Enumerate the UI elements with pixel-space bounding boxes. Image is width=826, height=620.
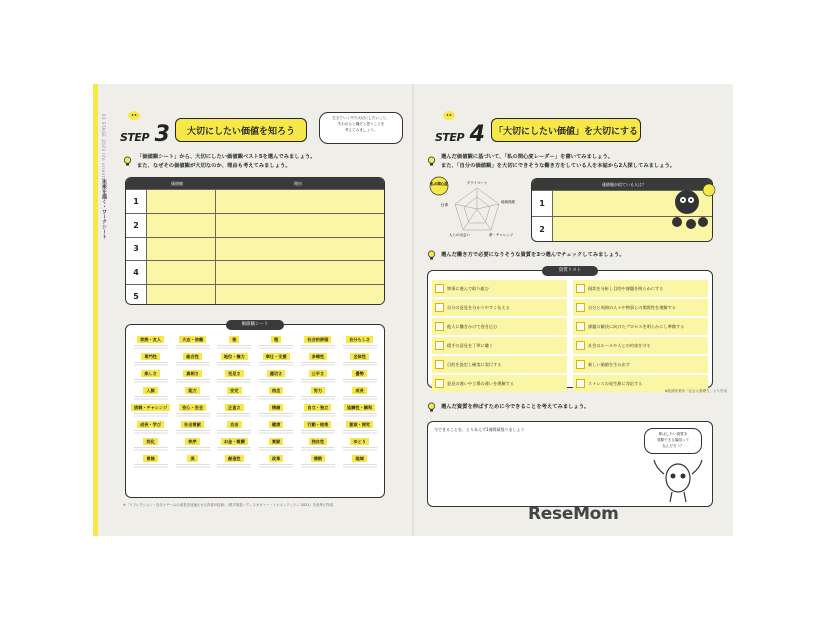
value-label: 美 xyxy=(187,455,197,462)
value-label: 自由 xyxy=(227,421,241,428)
value-label: 正直さ xyxy=(225,404,244,411)
character-speech-bubble xyxy=(644,428,702,454)
value-item xyxy=(173,370,212,383)
quality-checkbox[interactable] xyxy=(576,322,585,331)
value-item xyxy=(298,455,337,468)
value-item xyxy=(340,404,379,417)
value-item xyxy=(257,370,296,383)
value-description xyxy=(217,378,251,383)
value-description xyxy=(134,361,168,366)
value-description xyxy=(134,429,168,434)
value-item xyxy=(298,404,337,417)
quality-checkbox[interactable] xyxy=(435,284,444,293)
value-label: 行動・結果 xyxy=(304,421,331,428)
side-accent-bar xyxy=(93,84,98,536)
value-label: 独自性 xyxy=(309,438,328,445)
col-header-value: 価値観 xyxy=(171,181,183,186)
value-label: 専門性 xyxy=(141,353,160,360)
reason-cell[interactable] xyxy=(215,190,384,213)
step-tag: 4.5 xyxy=(443,111,455,120)
value-description xyxy=(176,395,210,400)
value-description xyxy=(217,463,251,468)
radar-badge: 私の関心度 xyxy=(430,182,448,186)
lightbulb-icon xyxy=(123,156,132,167)
row-number: 1 xyxy=(539,199,545,208)
value-item xyxy=(340,455,379,468)
value-item xyxy=(173,421,212,434)
col-header-reason: 理由 xyxy=(294,181,302,186)
value-description xyxy=(301,344,335,349)
value-item xyxy=(131,438,170,451)
value-item xyxy=(257,438,296,451)
step-number: 4 xyxy=(469,122,485,147)
value-description xyxy=(343,361,377,366)
value-description xyxy=(134,446,168,451)
quality-label: 現状を分析し目的や課題を明らかにする xyxy=(588,285,664,291)
table-row xyxy=(126,260,384,284)
value-label: 能力 xyxy=(185,387,199,394)
right-page xyxy=(415,84,733,536)
value-item xyxy=(340,387,379,400)
value-description xyxy=(176,344,210,349)
value-label: 努力 xyxy=(311,387,325,394)
quality-checkbox[interactable] xyxy=(576,360,585,369)
value-item xyxy=(173,336,212,349)
value-label: 理 xyxy=(271,336,281,343)
quality-checkbox[interactable] xyxy=(435,303,444,312)
quality-column-left xyxy=(432,280,567,394)
quality-checkbox[interactable] xyxy=(576,284,585,293)
value-label: 家族・友人 xyxy=(137,336,164,343)
radar-axis-label: 地域貢献 xyxy=(501,200,515,204)
instruction-line: 選んだ価値観に基づいて、「私の関心度レーダー」を書いてみましょう。 xyxy=(441,154,614,160)
value-description xyxy=(343,429,377,434)
radar-chart xyxy=(427,172,527,262)
value-description xyxy=(259,446,293,451)
value-description xyxy=(176,429,210,434)
value-description xyxy=(301,361,335,366)
value-description xyxy=(259,395,293,400)
value-description xyxy=(343,344,377,349)
value-label: 協調性・調和 xyxy=(344,404,375,411)
value-item xyxy=(215,404,254,417)
side-text: 03 STAGE 2023 life orientation xyxy=(101,114,106,191)
footnote: ※「リフレクション・自分とチームの成長を加速させる内省の技術」（熊平美香／ディスカヴァー・トゥエンティワン 2021）を参考に作成 xyxy=(123,503,333,507)
value-ranking-table xyxy=(125,177,385,305)
value-label: 自分らしさ xyxy=(346,336,373,343)
quality-list-title: 資質リスト xyxy=(542,266,598,276)
quality-label: 社会のルールや人との約束を守る xyxy=(588,342,651,348)
value-label: 冒険 xyxy=(143,455,157,462)
value-description xyxy=(134,378,168,383)
value-label: 地位・権力 xyxy=(221,353,248,360)
quality-label: 意見の違いや立場の違いを理解する xyxy=(447,380,515,386)
value-cell[interactable] xyxy=(146,261,215,284)
row-number: 1 xyxy=(133,196,139,206)
value-label: 貢献 xyxy=(269,438,283,445)
step3-label xyxy=(120,113,170,147)
value-description xyxy=(343,463,377,468)
values-sheet xyxy=(125,324,385,498)
value-label: 真剣さ xyxy=(183,370,202,377)
quality-label: 他人に働きかけて巻き込む xyxy=(447,323,498,329)
step-word: STEP xyxy=(435,131,465,144)
character-illustration xyxy=(650,456,706,504)
quality-item[interactable] xyxy=(573,356,708,373)
radar-axis-label: 仕事 xyxy=(441,203,448,207)
quality-item[interactable] xyxy=(432,337,567,354)
value-label: 挑戦・チャレンジ xyxy=(131,404,170,411)
worksheet-spread xyxy=(93,84,733,536)
value-item xyxy=(131,387,170,400)
row-number: 5 xyxy=(133,292,139,302)
side-title: 未来を描く・ワークシート xyxy=(101,179,107,239)
value-cell[interactable] xyxy=(146,238,215,261)
value-item xyxy=(131,404,170,417)
value-label: 意欲・探究 xyxy=(346,421,373,428)
reason-cell[interactable] xyxy=(215,285,384,305)
value-label: 徳 xyxy=(229,336,239,343)
quality-label: 自分の意見を分かりやすく伝える xyxy=(447,304,510,310)
value-description xyxy=(176,412,210,417)
quality-checkbox[interactable] xyxy=(435,379,444,388)
lightbulb-icon xyxy=(427,156,436,167)
row-number: 3 xyxy=(133,244,139,254)
quality-source: ※経済産業省「社会人基礎力」より引用 xyxy=(664,389,727,393)
bubble-line: 生きていく中で大切にしたいこと、 xyxy=(332,116,390,120)
value-label: 奉仕・支援 xyxy=(263,353,290,360)
value-item xyxy=(298,438,337,451)
value-description xyxy=(301,429,335,434)
value-item xyxy=(257,387,296,400)
quality-label: 精手の意見を丁寧に聴く xyxy=(447,342,494,348)
value-description xyxy=(176,446,210,451)
step3-title: 大切にしたい価値を知ろう xyxy=(175,118,307,142)
value-label: 自立・独立 xyxy=(304,404,331,411)
table-row xyxy=(126,284,384,305)
value-label: 楽しさ xyxy=(141,370,160,377)
value-description xyxy=(259,463,293,468)
table-header xyxy=(126,178,384,189)
row-number: 2 xyxy=(133,220,139,230)
value-label: 情熱 xyxy=(311,455,325,462)
quality-item[interactable] xyxy=(573,318,708,335)
speech-bubble xyxy=(319,112,403,144)
value-description xyxy=(134,463,168,468)
character-illustration xyxy=(665,180,721,236)
value-item xyxy=(340,353,379,366)
lightbulb-icon xyxy=(427,250,436,261)
quality-checkbox[interactable] xyxy=(576,303,585,312)
value-cell[interactable] xyxy=(146,285,215,305)
value-item xyxy=(340,370,379,383)
value-label: 社会貢献 xyxy=(181,421,204,428)
step-word: STEP xyxy=(120,131,150,144)
value-item xyxy=(257,455,296,468)
value-description xyxy=(343,395,377,400)
value-label: 安定 xyxy=(227,387,241,394)
value-description xyxy=(134,412,168,417)
bubble-line: 考えてみましょう。 xyxy=(344,128,378,132)
value-item xyxy=(298,421,337,434)
quality-label: 自分と周囲の人々や物事との関係性を理解する xyxy=(588,304,676,310)
value-description xyxy=(259,361,293,366)
quality-checkbox[interactable] xyxy=(576,379,585,388)
value-label: 適切さ xyxy=(267,370,286,377)
value-description xyxy=(217,344,251,349)
values-grid xyxy=(131,336,379,468)
quality-item[interactable] xyxy=(573,299,708,316)
bubble-line: 伸ばしたい資質を xyxy=(658,432,688,436)
value-description xyxy=(176,361,210,366)
value-item xyxy=(173,353,212,366)
quality-checkbox[interactable] xyxy=(435,360,444,369)
value-description xyxy=(343,378,377,383)
value-label: 全体性 xyxy=(350,353,369,360)
value-description xyxy=(343,446,377,451)
value-description xyxy=(176,378,210,383)
radar-axis-label: 人との出会い xyxy=(449,233,470,237)
value-item xyxy=(298,370,337,383)
value-label: 安心・安全 xyxy=(179,404,206,411)
quality-checkbox[interactable] xyxy=(576,341,585,350)
value-label: 公平さ xyxy=(309,370,328,377)
value-label: ゆとり xyxy=(350,438,369,445)
value-item xyxy=(173,438,212,451)
value-item xyxy=(298,353,337,366)
value-item xyxy=(131,336,170,349)
quality-item[interactable] xyxy=(432,299,567,316)
value-label: 成長 xyxy=(352,387,366,394)
value-item xyxy=(215,455,254,468)
free-write-prompt: 今できることを、とりあえず1週間頑張りましょう xyxy=(434,427,525,432)
value-label: 改革 xyxy=(269,455,283,462)
quality-item[interactable] xyxy=(573,337,708,354)
values-sheet-title: 価値観シート xyxy=(226,320,284,330)
bubble-line: なんだろう？ xyxy=(662,444,684,448)
value-description xyxy=(217,446,251,451)
radar-axis-label: プライベート xyxy=(466,181,488,185)
value-item xyxy=(257,421,296,434)
value-item xyxy=(257,404,296,417)
value-item xyxy=(257,353,296,366)
value-item xyxy=(340,421,379,434)
value-description xyxy=(343,412,377,417)
step-tag: 4.5 xyxy=(128,111,140,120)
value-description xyxy=(301,378,335,383)
left-page xyxy=(93,84,413,536)
value-description xyxy=(217,395,251,400)
value-label: 充足さ xyxy=(225,370,244,377)
watermark-logo: ReseMom xyxy=(528,504,619,524)
quality-label: 物事に進んで取り組む xyxy=(447,285,489,291)
value-description xyxy=(134,344,168,349)
value-item xyxy=(173,404,212,417)
value-description xyxy=(259,378,293,383)
quality-item[interactable] xyxy=(432,318,567,335)
value-description xyxy=(217,361,251,366)
value-description xyxy=(301,395,335,400)
quality-checkbox[interactable] xyxy=(435,322,444,331)
table-row xyxy=(126,213,384,237)
value-label: 地域 xyxy=(352,455,366,462)
value-label: 情緒 xyxy=(269,404,283,411)
quality-list xyxy=(427,270,713,388)
value-description xyxy=(301,446,335,451)
value-item xyxy=(131,353,170,366)
value-label: 社会的評価 xyxy=(304,336,331,343)
value-label: 多様性 xyxy=(309,353,328,360)
value-label: 入脈 xyxy=(143,387,157,394)
quality-instruction: 選んだ働き方で必要になりそうな資質を3つ選んでチェックしてみましょう。 xyxy=(441,252,625,258)
quality-column-right xyxy=(573,280,708,394)
lightbulb-icon xyxy=(427,402,436,413)
value-item xyxy=(131,370,170,383)
quality-checkbox[interactable] xyxy=(435,341,444,350)
quality-label: ストレスの発生源に対応する xyxy=(588,380,643,386)
radar-axis-label: 夢・チャレンジ xyxy=(489,233,514,237)
quality-item[interactable] xyxy=(573,280,708,297)
reason-cell[interactable] xyxy=(215,214,384,237)
value-item xyxy=(298,387,337,400)
value-label: 大志・信義 xyxy=(179,336,206,343)
value-description xyxy=(259,344,293,349)
instruction-line: また、なぜその価値観が大切なのか、理由も考えてみましょう。 xyxy=(137,163,291,169)
value-label: お金・報酬 xyxy=(221,438,248,445)
value-label: 健康 xyxy=(269,421,283,428)
row-number: 2 xyxy=(539,225,545,234)
value-label: 成長・学び xyxy=(137,421,164,428)
table-row xyxy=(126,237,384,261)
value-description xyxy=(259,429,293,434)
value-label: 変化 xyxy=(143,438,157,445)
quality-label: 目的を設定し確実に実行する xyxy=(447,361,502,367)
value-item xyxy=(173,455,212,468)
value-item xyxy=(215,438,254,451)
value-item xyxy=(131,455,170,468)
quality-item[interactable] xyxy=(432,280,567,297)
value-item xyxy=(215,353,254,366)
free-write-box[interactable] xyxy=(427,421,713,507)
grow-instruction: 選んだ資質を伸ばすために今できることを考えてみましょう。 xyxy=(441,404,590,410)
value-description xyxy=(259,412,293,417)
instruction-line: 「価値観シート」から、大切にしたい価値観ベスト5を選んでみましょう。 xyxy=(137,154,316,160)
value-description xyxy=(134,395,168,400)
step4-title: 「大切にしたい価値」を大切にする xyxy=(491,118,641,142)
value-item xyxy=(340,336,379,349)
value-label: 優勢 xyxy=(352,370,366,377)
instruction-line: また、「自分の価値観」を大切にできそうな働き方をしている人を本誌から2人探してみましょう。 xyxy=(441,163,676,169)
value-item xyxy=(215,387,254,400)
value-label: 総合性 xyxy=(183,353,202,360)
value-description xyxy=(217,412,251,417)
value-item xyxy=(298,336,337,349)
quality-item[interactable] xyxy=(432,356,567,373)
reason-cell[interactable] xyxy=(215,261,384,284)
value-label: 信念 xyxy=(269,387,283,394)
col-header: 価値観が似ている人は？ xyxy=(602,182,646,187)
value-label: 秩序 xyxy=(185,438,199,445)
value-description xyxy=(217,429,251,434)
bubble-line: 失われると嫌だと思うことを xyxy=(337,122,385,126)
quality-item[interactable] xyxy=(432,375,567,392)
value-cell[interactable] xyxy=(146,214,215,237)
value-description xyxy=(301,463,335,468)
value-item xyxy=(215,370,254,383)
reason-cell[interactable] xyxy=(215,238,384,261)
row-number: 4 xyxy=(133,268,139,278)
value-description xyxy=(176,463,210,468)
value-cell[interactable] xyxy=(146,190,215,213)
table-row xyxy=(126,189,384,213)
value-item xyxy=(340,438,379,451)
value-item xyxy=(131,421,170,434)
step3-instruction xyxy=(137,153,316,171)
value-label: 創造性 xyxy=(225,455,244,462)
step4-instruction xyxy=(441,153,675,171)
value-item xyxy=(173,387,212,400)
value-item xyxy=(257,336,296,349)
value-description xyxy=(301,412,335,417)
bubble-line: 発揮できる場面って xyxy=(656,438,690,442)
value-item xyxy=(215,421,254,434)
step4-label xyxy=(435,113,485,147)
value-item xyxy=(215,336,254,349)
quality-label: 課題の解決に向けたプロセスを明らかにし準備する xyxy=(588,323,685,329)
step-number: 3 xyxy=(154,122,170,147)
quality-label: 新しい価値を生み出す xyxy=(588,361,630,367)
interest-radar xyxy=(427,172,527,262)
